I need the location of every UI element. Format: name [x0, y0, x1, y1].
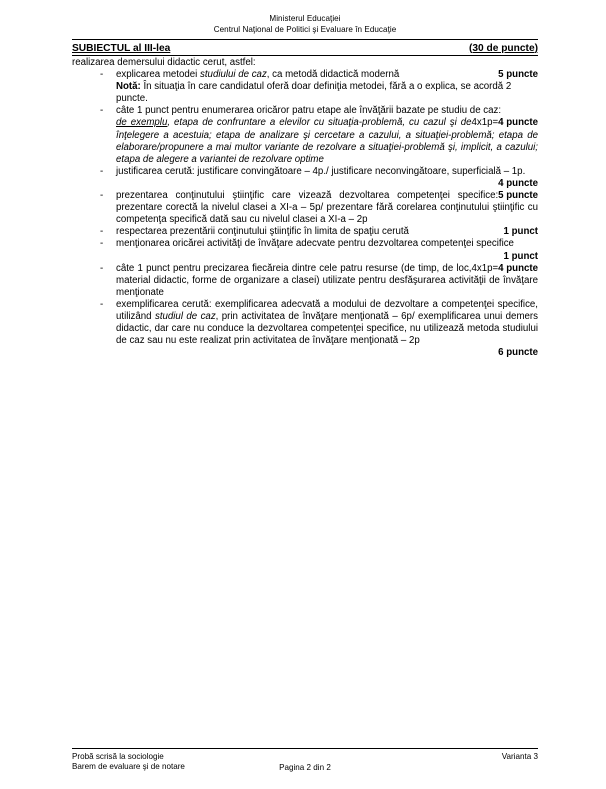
- subject-title: SUBIECTUL al III-lea: [72, 42, 171, 54]
- criterion-score-value: 4 puncte: [498, 262, 538, 274]
- criterion-score: 5 puncte: [498, 190, 538, 202]
- list-bullet: -: [100, 226, 104, 238]
- note-label: Notă:: [116, 81, 141, 93]
- criterion-score: [471, 263, 538, 275]
- criterion-exemplificarea: [72, 299, 538, 359]
- footer-variant: Varianta 3: [501, 752, 538, 761]
- list-bullet: -: [100, 262, 104, 274]
- criterion-text-body: prezentarea conţinutului ştiinţific care vizează dezvoltarea competenţei specifice: prezentare corectă la nivelul clasei a XI-a – 5p/ prezentare fără corelarea conţinutului ştiinţific cu competenţa specifică dată sau cu nivelul clasei a XI-a – 2p: [116, 190, 538, 226]
- list-bullet: -: [100, 69, 104, 81]
- criterion-text-b: , ca metodă didactică modernă: [266, 69, 400, 81]
- intro-text: realizarea demersului didactic cerut, astfel:: [72, 57, 256, 68]
- criterion-score-value: 4 puncte: [498, 117, 538, 129]
- note-text: În situaţia în care candidatul oferă doar definiţia metodei, fără a o explica, se acordă 2 puncte.: [116, 81, 512, 105]
- footer-page-number: Pagina 2 din 2: [279, 762, 331, 772]
- criterion-lead: câte 1 punct pentru enumerarea oricăror patru etape ale învăţării bazate pe studiu de caz:: [116, 105, 502, 117]
- list-bullet: -: [100, 165, 104, 177]
- page-content: [72, 14, 538, 359]
- criterion-mentionarea-activitatii: [72, 238, 538, 262]
- example-body: , etapa de confruntare a elevilor cu situaţia-problemă, cu cazul şi de înţelegere a acestuia; etapa de analizare şi cercetare a cazului, a situaţiei-problemă; etapa de elaborare/propunere a mai multor variante de rezolvare a situaţiei-problemă şi, implicit, a cazului; etapa de alegere a variantei de rezolvare optime: [116, 117, 538, 165]
- criterion-patru-etape: [72, 105, 538, 165]
- criterion-text: [116, 69, 538, 81]
- criterion-text-a: exemplificarea cerută: exemplificarea adecvată a modului de dezvoltare a competenţei specifice, utilizând: [116, 298, 538, 322]
- criterion-text-a: explicarea metodei: [116, 69, 201, 81]
- criterion-text: [116, 299, 538, 347]
- page-footer: [72, 748, 538, 773]
- list-bullet: -: [100, 238, 104, 250]
- list-bullet: -: [100, 298, 104, 310]
- criterion-respectarea-prezentarii: [72, 226, 538, 238]
- criterion-text-italic: studiului de caz: [200, 69, 267, 81]
- criterion-example: [116, 117, 538, 165]
- criterion-text-body: respectarea prezentării conţinutului ştiinţific în limita de spaţiu cerută: [116, 226, 409, 238]
- criterion-text-b: , prin activitatea de învăţare menţionată – 6p/ exemplificarea unui demers didactic, dar care nu conduce la dezvoltarea competenţei specifice, nu utilizează metoda studiului de caz sau nu este realizat prin activitatea de învăţare menţionată – 2p: [116, 310, 538, 347]
- list-bullet: -: [100, 105, 104, 117]
- footer-doc-type: Barem de evaluare şi de notare: [72, 762, 185, 772]
- criterion-score: 1 punct: [503, 250, 538, 262]
- example-label: de exemplu: [116, 117, 168, 129]
- criterion-text: [116, 190, 538, 226]
- criterion-text-body: câte 1 punct pentru precizarea fiecăreia dintre cele patru resurse (de timp, de loc, material didactic, forme de organizare a clasei) utilizate pentru desfăşurarea activităţii de învăţare menţionate: [116, 262, 538, 298]
- subject-points: (30 de puncte): [468, 42, 538, 54]
- criterion-note: [116, 81, 538, 105]
- criterion-score: 6 puncte: [498, 347, 538, 359]
- criterion-score-prefix: 4x1p=: [471, 117, 499, 129]
- institution-header: [72, 14, 538, 35]
- footer-left: [72, 752, 185, 773]
- criterion-prezentarea-continutului: [72, 190, 538, 226]
- criterion-text-italic: studiul de caz: [154, 310, 216, 322]
- criterion-score-prefix: 4x1p=: [471, 262, 499, 274]
- center-line: Centrul Naţional de Politici şi Evaluare în Educaţie: [213, 24, 397, 34]
- criterion-justificarea: [72, 166, 538, 190]
- subject-title-row: [72, 40, 538, 55]
- criterion-explicarea-metodei: [72, 69, 538, 105]
- criterion-text: justificarea cerută: justificare convingătoare – 4p./ justificare neconvingătoare, superficială – 1p.: [116, 165, 526, 177]
- criterion-score: 4 puncte: [498, 177, 538, 189]
- criterion-text: [116, 226, 538, 238]
- criterion-score: 1 punct: [503, 226, 538, 238]
- criteria-list: [72, 69, 538, 359]
- footer-divider-rule: [72, 748, 538, 749]
- list-bullet: -: [100, 190, 104, 202]
- criterion-patru-resurse: [72, 263, 538, 299]
- ministry-line: Ministerul Educaţiei: [269, 14, 341, 23]
- criterion-text: menţionarea oricărei activităţi de învăţare adecvate pentru dezvoltarea competenţei specifice: [116, 238, 514, 250]
- criterion-score: 5 puncte: [498, 69, 538, 81]
- footer-exam-name: Probă scrisă la sociologie: [72, 752, 164, 761]
- criterion-score: [471, 117, 538, 129]
- criterion-text: [116, 263, 538, 299]
